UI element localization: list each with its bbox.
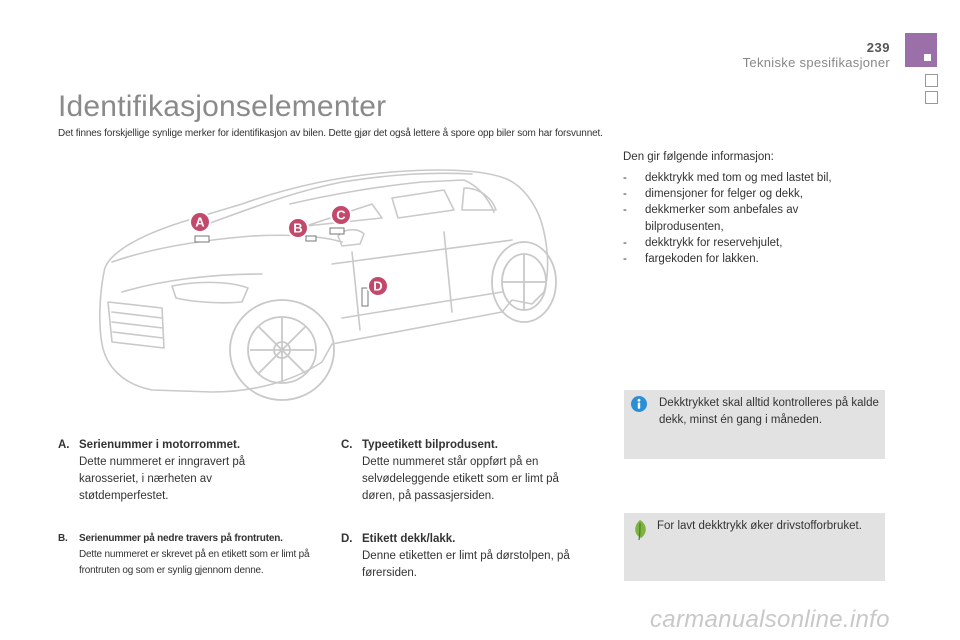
section-tab[interactable] <box>925 74 938 87</box>
item-title: Typeetikett bilprodusent. <box>362 439 498 451</box>
item-title: Etikett dekk/lakk. <box>362 533 456 545</box>
page-number: 239 <box>866 40 890 55</box>
item-d <box>341 531 591 582</box>
label-marker-c <box>331 205 351 225</box>
page-subtitle: Det finnes forskjellige synlige merker for identifikasjon av bilen. Dette gjør det også lettere å spore opp biler som har forsvunnet. <box>58 128 603 139</box>
label-a: A <box>195 214 205 230</box>
info-icon <box>631 396 647 412</box>
label-c: C <box>336 207 346 223</box>
info-list <box>623 170 878 267</box>
list-item: - dekktrykk med tom og med lastet bil, <box>623 170 878 186</box>
info-intro: Den gir følgende informasjon: <box>623 151 774 163</box>
label-marker-a <box>190 212 210 232</box>
section-tab-active[interactable] <box>905 33 937 67</box>
section-title: Tekniske spesifikasjoner <box>742 55 890 70</box>
item-body: Dette nummeret står oppført på en selvødeleggende etikett som er limt på døren, på passasjersiden. <box>362 456 559 502</box>
label-b: B <box>293 220 303 236</box>
item-body: Dette nummeret er skrevet på en etikett som er limt på frontruten og som er synlig gjennom denne. <box>79 549 310 576</box>
item-c <box>341 437 591 505</box>
eco-leaf-icon <box>631 519 649 541</box>
watermark: carmanualsonline.info <box>650 606 890 633</box>
label-marker-b <box>288 218 308 238</box>
section-tab[interactable] <box>925 91 938 104</box>
item-letter: B. <box>58 533 68 544</box>
label-d: D <box>373 278 383 294</box>
item-title: Serienummer på nedre travers på frontruten. <box>79 533 283 544</box>
list-item: - fargekoden for lakken. <box>623 251 878 267</box>
car-illustration <box>92 152 572 402</box>
item-body: Denne etiketten er limt på dørstolpen, på førersiden. <box>362 550 570 579</box>
item-b <box>58 531 328 579</box>
page-title: Identifikasjonselementer <box>58 90 387 123</box>
item-title: Serienummer i motorrommet. <box>79 439 241 451</box>
list-item: - dekkmerker som anbefales av bilprodusenten, <box>623 202 878 234</box>
item-a <box>58 437 303 505</box>
item-body: Dette nummeret er inngravert på karosseriet, i nærheten av støtdemperfestet. <box>79 456 246 502</box>
tip-text: Dekktrykket skal alltid kontrolleres på kalde dekk, minst én gang i måneden. <box>659 397 879 426</box>
item-letter: A. <box>58 439 70 451</box>
eco-text: For lavt dekktrykk øker drivstofforbruket. <box>657 520 862 532</box>
list-item: - dimensjoner for felger og dekk, <box>623 186 878 202</box>
item-letter: C. <box>341 439 353 451</box>
eco-box <box>624 513 885 581</box>
label-marker-d <box>368 276 388 296</box>
list-item: - dekktrykk for reservehjulet, <box>623 235 878 251</box>
tip-box <box>624 390 885 459</box>
item-letter: D. <box>341 533 353 545</box>
